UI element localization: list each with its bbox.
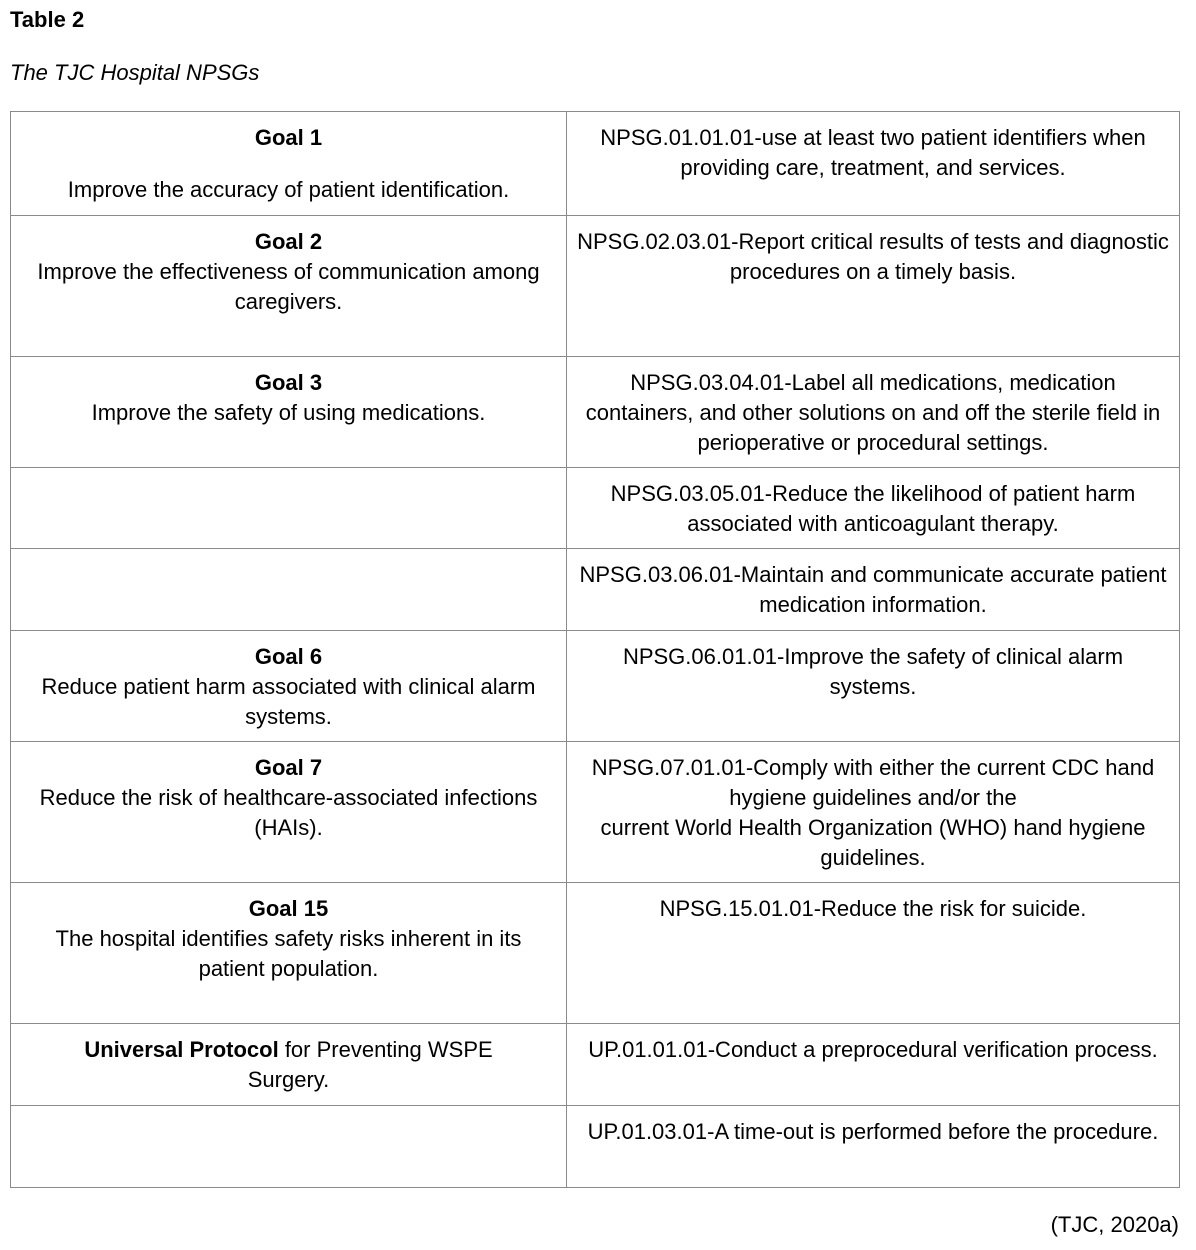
table-label: Table 2 bbox=[10, 7, 85, 32]
goal-description: Improve the safety of using medications. bbox=[91, 400, 486, 425]
requirement-cell: NPSG.03.06.01-Maintain and communicate accurate patient medication information. bbox=[567, 549, 1180, 631]
table-row bbox=[11, 742, 1180, 883]
table-row bbox=[11, 468, 1180, 549]
citation: (TJC, 2020a) bbox=[1050, 1212, 1179, 1237]
table-row bbox=[11, 112, 1180, 216]
table-row bbox=[11, 549, 1180, 631]
table-row bbox=[11, 357, 1180, 468]
npsg-table bbox=[10, 111, 1180, 1188]
table-row bbox=[11, 1024, 1180, 1106]
requirement-cell: NPSG.15.01.01-Reduce the risk for suicide. bbox=[567, 883, 1180, 1024]
table-row bbox=[11, 216, 1180, 357]
goal-description: for Preventing WSPE Surgery. bbox=[247, 1037, 493, 1092]
goal-cell bbox=[11, 357, 567, 468]
goal-title: Goal 6 bbox=[254, 644, 323, 669]
requirement-line: current World Health Organization (WHO) hand hygiene guidelines. bbox=[600, 815, 1146, 870]
requirement-cell: NPSG.06.01.01-Improve the safety of clinical alarm systems. bbox=[567, 631, 1180, 742]
goal-description: Improve the effectiveness of communication among caregivers. bbox=[37, 259, 540, 314]
goal-title: Goal 2 bbox=[254, 229, 323, 254]
requirement-cell bbox=[567, 742, 1180, 883]
requirement-line: NPSG.07.01.01-Comply with either the current CDC hand hygiene guidelines and/or the bbox=[591, 755, 1155, 810]
goal-cell bbox=[11, 742, 567, 883]
goal-cell bbox=[11, 468, 567, 549]
goal-cell bbox=[11, 631, 567, 742]
goal-description: The hospital identifies safety risks inherent in its patient population. bbox=[55, 926, 522, 981]
goal-description: Reduce the risk of healthcare-associated infections (HAIs). bbox=[39, 785, 538, 840]
goal-title: Goal 7 bbox=[254, 755, 323, 780]
requirement-cell: NPSG.01.01.01-use at least two patient identifiers when providing care, treatment, and services. bbox=[567, 112, 1180, 216]
goal-description: Improve the accuracy of patient identification. bbox=[67, 177, 510, 202]
goal-cell bbox=[11, 1106, 567, 1188]
goal-title: Universal Protocol bbox=[84, 1037, 279, 1062]
requirement-cell: UP.01.01.01-Conduct a preprocedural verification process. bbox=[567, 1024, 1180, 1106]
goal-cell bbox=[11, 1024, 567, 1106]
goal-title: Goal 15 bbox=[248, 896, 329, 921]
requirement-cell: NPSG.02.03.01-Report critical results of tests and diagnostic procedures on a timely basis. bbox=[567, 216, 1180, 357]
goal-cell bbox=[11, 112, 567, 216]
requirement-cell: NPSG.03.05.01-Reduce the likelihood of patient harm associated with anticoagulant therapy. bbox=[567, 468, 1180, 549]
goal-title: Goal 3 bbox=[254, 370, 323, 395]
requirement-cell: NPSG.03.04.01-Label all medications, medication containers, and other solutions on and off the sterile field in perioperative or procedural settings. bbox=[567, 357, 1180, 468]
goal-cell bbox=[11, 549, 567, 631]
table-row bbox=[11, 631, 1180, 742]
goal-cell bbox=[11, 216, 567, 357]
table-row bbox=[11, 1106, 1180, 1188]
table-title: The TJC Hospital NPSGs bbox=[10, 60, 260, 85]
goal-title: Goal 1 bbox=[254, 125, 323, 150]
goal-description: Reduce patient harm associated with clinical alarm systems. bbox=[41, 674, 536, 729]
requirement-cell: UP.01.03.01-A time-out is performed before the procedure. bbox=[567, 1106, 1180, 1188]
goal-cell bbox=[11, 883, 567, 1024]
table-row bbox=[11, 883, 1180, 1024]
